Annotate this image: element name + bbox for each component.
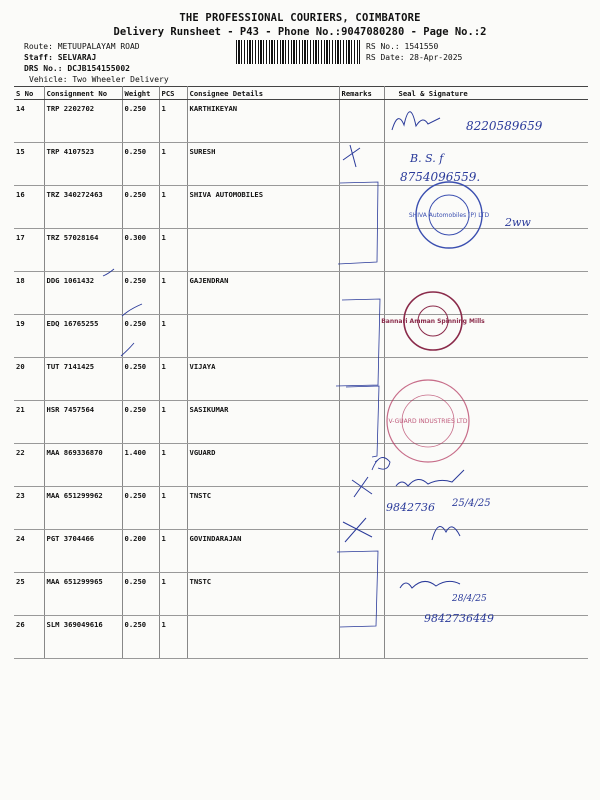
seal-cell [384, 100, 588, 143]
rs-no-line [366, 42, 438, 51]
sig15-phone: 8754096559. [400, 170, 481, 184]
weight-cell: 0.250 [122, 186, 159, 229]
sig26-phone: 9842736449 [424, 612, 494, 625]
consignment-cell: TRP 4107523 [44, 143, 122, 186]
vguard-stamp-text: V-GUARD INDUSTRIES LTD [388, 418, 468, 425]
rs-date-value: 28-Apr-2025 [409, 53, 463, 62]
drs-value: DCJB154155002 [67, 64, 130, 73]
consignment-cell: TRP 2202702 [44, 100, 122, 143]
sig16-mark: 2ww [505, 216, 531, 229]
weight-cell: 0.250 [122, 573, 159, 616]
rs-no-label: RS No.: [366, 42, 400, 51]
weight-cell: 0.200 [122, 530, 159, 573]
sno-cell: 17 [14, 229, 44, 272]
remarks-cell [339, 616, 384, 659]
consignee-cell: TNSTC [187, 487, 339, 530]
remarks-cell [339, 272, 384, 315]
table-row [14, 616, 588, 659]
sno-cell: 26 [14, 616, 44, 659]
sig26-date: 28/4/25 [452, 594, 487, 604]
consignment-cell: MAA 651299965 [44, 573, 122, 616]
company-title: THE PROFESSIONAL COURIERS, COIMBATORE [179, 12, 421, 24]
pcs-cell: 1 [159, 229, 187, 272]
consignee-cell [187, 616, 339, 659]
remarks-cell [339, 100, 384, 143]
sno-cell: 15 [14, 143, 44, 186]
table-row [14, 487, 588, 530]
table-row [14, 358, 588, 401]
shiva-stamp-text: SHIVA Automobiles (P) LTD [408, 212, 490, 219]
remarks-cell [339, 487, 384, 530]
table-row [14, 444, 588, 487]
rs-date-label: RS Date: [366, 53, 405, 62]
remarks-cell [339, 530, 384, 573]
vehicle-value: Two Wheeler Delivery [72, 75, 169, 84]
pcs-cell: 1 [159, 444, 187, 487]
seal-cell [384, 401, 588, 444]
sno-cell: 23 [14, 487, 44, 530]
rs-no-value: 1541550 [404, 42, 439, 51]
sig23-date: 25/4/25 [452, 498, 491, 509]
weight-cell: 0.250 [122, 487, 159, 530]
remarks-cell [339, 444, 384, 487]
seal-cell [384, 229, 588, 272]
table-header-row [14, 87, 588, 100]
drs-line [24, 64, 130, 73]
col-header-weight: Weight [122, 87, 159, 100]
table-row [14, 573, 588, 616]
sno-cell: 22 [14, 444, 44, 487]
table-row [14, 315, 588, 358]
col-header-seal: Seal & Signature [384, 87, 588, 100]
col-header-consignment: Consignment No [44, 87, 122, 100]
seal-cell [384, 272, 588, 315]
seal-cell [384, 573, 588, 616]
consignment-cell: SLM 369049616 [44, 616, 122, 659]
weight-cell: 0.250 [122, 272, 159, 315]
sno-cell: 18 [14, 272, 44, 315]
pcs-cell: 1 [159, 186, 187, 229]
sig23-phone: 9842736 [386, 501, 435, 514]
runsheet-table [14, 86, 588, 659]
consignee-cell: GOVINDARAJAN [187, 530, 339, 573]
staff-value: SELVARAJ [57, 53, 97, 62]
col-header-remarks: Remarks [339, 87, 384, 100]
table-row [14, 143, 588, 186]
remarks-cell [339, 186, 384, 229]
pcs-cell: 1 [159, 315, 187, 358]
sno-cell: 20 [14, 358, 44, 401]
consignment-cell: PGT 3704466 [44, 530, 122, 573]
remarks-cell [339, 315, 384, 358]
consignment-cell: MAA 651299962 [44, 487, 122, 530]
weight-cell: 0.250 [122, 100, 159, 143]
seal-cell [384, 530, 588, 573]
consignee-cell: VGUARD [187, 444, 339, 487]
weight-cell: 0.250 [122, 616, 159, 659]
consignee-cell [187, 229, 339, 272]
route-label: Route: [24, 42, 53, 51]
weight-cell: 0.250 [122, 358, 159, 401]
consignment-cell: TRZ 57028164 [44, 229, 122, 272]
pcs-cell: 1 [159, 616, 187, 659]
staff-line [24, 53, 96, 62]
table-row [14, 186, 588, 229]
consignment-cell: TUT 7141425 [44, 358, 122, 401]
col-header-pcs: PCS [159, 87, 187, 100]
sig14-phone: 8220589659 [466, 119, 543, 133]
consignee-cell: VIJAYA [187, 358, 339, 401]
remarks-cell [339, 573, 384, 616]
staff-label: Staff: [24, 53, 53, 62]
consignee-cell: SURESH [187, 143, 339, 186]
consignment-cell: DDG 1061432 [44, 272, 122, 315]
sno-cell: 24 [14, 530, 44, 573]
pcs-cell: 1 [159, 487, 187, 530]
sno-cell: 19 [14, 315, 44, 358]
weight-cell: 0.250 [122, 315, 159, 358]
consignee-cell: SASIKUMAR [187, 401, 339, 444]
consignee-cell [187, 315, 339, 358]
weight-cell: 0.250 [122, 143, 159, 186]
pcs-cell: 1 [159, 143, 187, 186]
amman-stamp-text: Bannari Amman Spinning Mills [381, 318, 485, 325]
vehicle-label: Vehicle: [29, 75, 68, 84]
table-row [14, 229, 588, 272]
sno-cell: 14 [14, 100, 44, 143]
pcs-cell: 1 [159, 100, 187, 143]
runsheet-subtitle: Delivery Runsheet - P43 - Phone No.:9047080280 - Page No.:2 [113, 26, 487, 38]
pcs-cell: 1 [159, 358, 187, 401]
consignment-cell: EDQ 16765255 [44, 315, 122, 358]
seal-cell [384, 487, 588, 530]
table-row [14, 272, 588, 315]
weight-cell: 0.300 [122, 229, 159, 272]
sig15-name: B. S. f [410, 152, 444, 165]
seal-cell [384, 315, 588, 358]
sno-cell: 21 [14, 401, 44, 444]
seal-cell [384, 616, 588, 659]
seal-cell [384, 358, 588, 401]
remarks-cell [339, 229, 384, 272]
pcs-cell: 1 [159, 401, 187, 444]
rs-date-line [366, 53, 462, 62]
remarks-cell [339, 358, 384, 401]
pcs-cell: 1 [159, 530, 187, 573]
seal-cell [384, 143, 588, 186]
pcs-cell: 1 [159, 573, 187, 616]
consignee-cell: GAJENDRAN [187, 272, 339, 315]
drs-label: DRS No.: [24, 64, 63, 73]
weight-cell: 0.250 [122, 401, 159, 444]
consignment-cell: TRZ 340272463 [44, 186, 122, 229]
route-value: METUUPALAYAM ROAD [57, 42, 140, 51]
consignee-cell: TNSTC [187, 573, 339, 616]
sno-cell: 25 [14, 573, 44, 616]
consignment-cell: MAA 869336870 [44, 444, 122, 487]
barcode [236, 40, 360, 64]
col-header-sno: S No [14, 87, 44, 100]
sno-cell: 16 [14, 186, 44, 229]
remarks-cell [339, 401, 384, 444]
remarks-cell [339, 143, 384, 186]
consignee-cell: KARTHIKEYAN [187, 100, 339, 143]
route-line [24, 42, 140, 51]
col-header-consignee: Consignee Details [187, 87, 339, 100]
vehicle-line [29, 75, 169, 84]
seal-cell [384, 444, 588, 487]
table-row [14, 100, 588, 143]
weight-cell: 1.400 [122, 444, 159, 487]
table-row [14, 401, 588, 444]
pcs-cell: 1 [159, 272, 187, 315]
table-row [14, 530, 588, 573]
consignment-cell: HSR 7457564 [44, 401, 122, 444]
consignee-cell: SHIVA AUTOMOBILES [187, 186, 339, 229]
seal-cell [384, 186, 588, 229]
